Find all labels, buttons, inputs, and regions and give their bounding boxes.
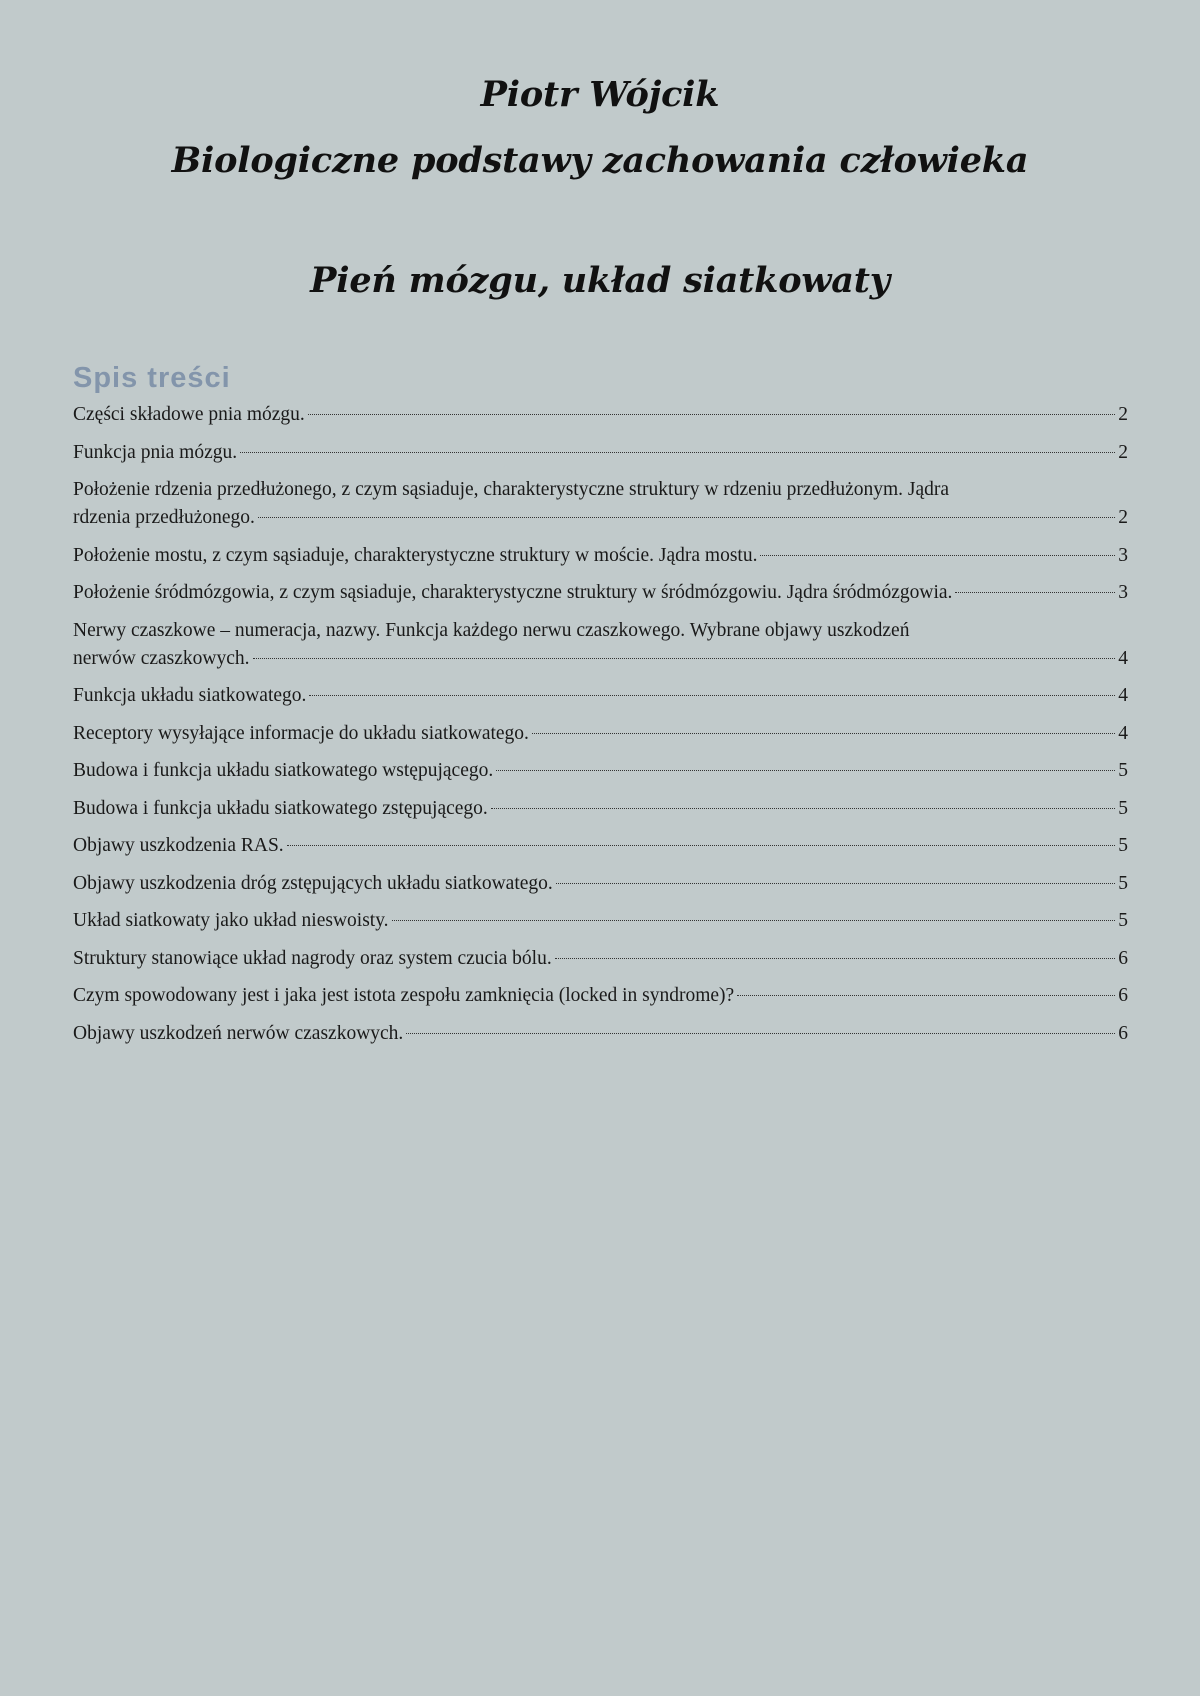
toc-entry-row xyxy=(73,682,1128,710)
toc-entry-text-line1: Nerwy czaszkowe – numeracja, nazwy. Funkcja każdego nerwu czaszkowego. Wybrane objawy uszkodzeń xyxy=(73,619,910,641)
toc-entry-text: rdzenia przedłużonego. xyxy=(73,507,255,528)
toc-entry-link[interactable] xyxy=(73,617,1128,673)
topic-title: Pień mózgu, układ siatkowaty xyxy=(310,260,890,301)
toc-page-number: 5 xyxy=(1118,760,1128,781)
toc-entry-text: Objawy uszkodzenia RAS. xyxy=(73,835,284,856)
toc-entry-link[interactable] xyxy=(73,945,1128,973)
table-of-contents xyxy=(73,401,1128,1057)
toc-dot-leader xyxy=(532,733,1115,734)
toc-entry-text: Budowa i funkcja układu siatkowatego wstępującego. xyxy=(73,760,494,781)
toc-dot-leader xyxy=(240,452,1115,453)
toc-entry-row xyxy=(73,720,1128,748)
toc-page-number: 4 xyxy=(1118,685,1128,706)
toc-entry-text: Struktury stanowiące układ nagrody oraz system czucia bólu. xyxy=(73,947,552,969)
toc-page-number: 3 xyxy=(1118,582,1128,603)
toc-entry-row xyxy=(73,542,1128,570)
toc-dot-leader xyxy=(258,517,1115,518)
toc-dot-leader xyxy=(955,592,1115,593)
title-block xyxy=(0,62,1200,194)
toc-page-number: 2 xyxy=(1118,441,1128,463)
toc-page-number: 5 xyxy=(1118,835,1128,856)
toc-entry-row xyxy=(73,439,1128,467)
toc-dot-leader xyxy=(737,995,1115,996)
toc-dot-leader xyxy=(309,695,1115,696)
toc-page-number: 5 xyxy=(1118,797,1128,819)
toc-entry-row xyxy=(73,795,1128,823)
toc-entry-link[interactable] xyxy=(73,579,1128,607)
toc-dot-leader xyxy=(287,845,1116,846)
toc-entry-link[interactable] xyxy=(73,476,1128,532)
toc-entry-text: Funkcja pnia mózgu. xyxy=(73,441,238,463)
toc-dot-leader xyxy=(308,414,1115,415)
toc-entry-text: Objawy uszkodzeń nerwów czaszkowych. xyxy=(73,1022,404,1044)
toc-entry-text: Położenie śródmózgowia, z czym sąsiaduje, charakterystyczne struktury w śródmózgowiu. Jądra śródmózgowia. xyxy=(73,582,953,603)
toc-page-number: 6 xyxy=(1118,985,1128,1006)
toc-entry-text: nerwów czaszkowych. xyxy=(73,647,250,669)
toc-entry-text: Budowa i funkcja układu siatkowatego zstępującego. xyxy=(73,797,488,819)
toc-entry-link[interactable] xyxy=(73,982,1128,1010)
toc-entry-row xyxy=(73,832,1128,860)
toc-page-number: 2 xyxy=(1118,507,1128,528)
toc-page-number: 5 xyxy=(1118,872,1128,894)
author-name: Piotr Wójcik xyxy=(480,74,720,115)
toc-entry-link[interactable] xyxy=(73,832,1128,860)
toc-entry-link[interactable] xyxy=(73,682,1128,710)
toc-entry-link[interactable] xyxy=(73,720,1128,748)
toc-entry-row xyxy=(73,982,1128,1010)
toc-entry-row xyxy=(73,945,1128,973)
toc-page-number: 2 xyxy=(1118,404,1128,425)
toc-page-number: 3 xyxy=(1118,544,1128,566)
toc-page-number: 6 xyxy=(1118,947,1128,969)
toc-entry-text: Układ siatkowaty jako układ nieswoisty. xyxy=(73,910,389,931)
toc-heading: Spis treści xyxy=(73,362,231,394)
toc-dot-leader xyxy=(253,658,1116,659)
toc-entry-text: Położenie mostu, z czym sąsiaduje, charakterystyczne struktury w moście. Jądra mostu. xyxy=(73,544,758,566)
toc-entry-text: Części składowe pnia mózgu. xyxy=(73,404,305,425)
toc-entry-row xyxy=(73,401,1128,429)
toc-dot-leader xyxy=(555,958,1116,959)
toc-page-number: 4 xyxy=(1118,647,1128,669)
toc-entry-link[interactable] xyxy=(73,907,1128,935)
toc-entry-row xyxy=(73,907,1128,935)
toc-dot-leader xyxy=(392,920,1116,921)
toc-entry-text: Czym spowodowany jest i jaka jest istota zespołu zamknięcia (locked in syndrome)? xyxy=(73,985,735,1006)
toc-entry-link[interactable] xyxy=(73,1020,1128,1048)
toc-entry-row xyxy=(73,645,1128,673)
toc-dot-leader xyxy=(491,808,1115,809)
toc-dot-leader xyxy=(496,770,1115,771)
toc-entry-row xyxy=(73,757,1128,785)
toc-entry-link[interactable] xyxy=(73,439,1128,467)
toc-dot-leader xyxy=(406,1033,1115,1034)
toc-entry-link[interactable] xyxy=(73,757,1128,785)
toc-entry-row xyxy=(73,870,1128,898)
toc-entry-row xyxy=(73,579,1128,607)
toc-entry-link[interactable] xyxy=(73,401,1128,429)
toc-page-number: 5 xyxy=(1118,910,1128,931)
toc-entry-link[interactable] xyxy=(73,795,1128,823)
toc-dot-leader xyxy=(760,555,1115,556)
toc-entry-text-line1: Położenie rdzenia przedłużonego, z czym sąsiaduje, charakterystyczne struktury w rdzeniu przedłużonym. Jądra xyxy=(73,479,950,500)
toc-entry-link[interactable] xyxy=(73,542,1128,570)
toc-page-number: 6 xyxy=(1118,1022,1128,1044)
toc-entry-row xyxy=(73,1020,1128,1048)
toc-entry-link[interactable] xyxy=(73,870,1128,898)
toc-page-number: 4 xyxy=(1118,722,1128,744)
toc-dot-leader xyxy=(556,883,1115,884)
toc-entry-text: Objawy uszkodzenia dróg zstępujących układu siatkowatego. xyxy=(73,872,553,894)
toc-entry-text: Funkcja układu siatkowatego. xyxy=(73,685,307,706)
course-title: Biologiczne podstawy zachowania człowieka xyxy=(171,140,1029,181)
toc-entry-row xyxy=(73,504,1128,532)
toc-entry-text: Receptory wysyłające informacje do układu siatkowatego. xyxy=(73,722,529,744)
